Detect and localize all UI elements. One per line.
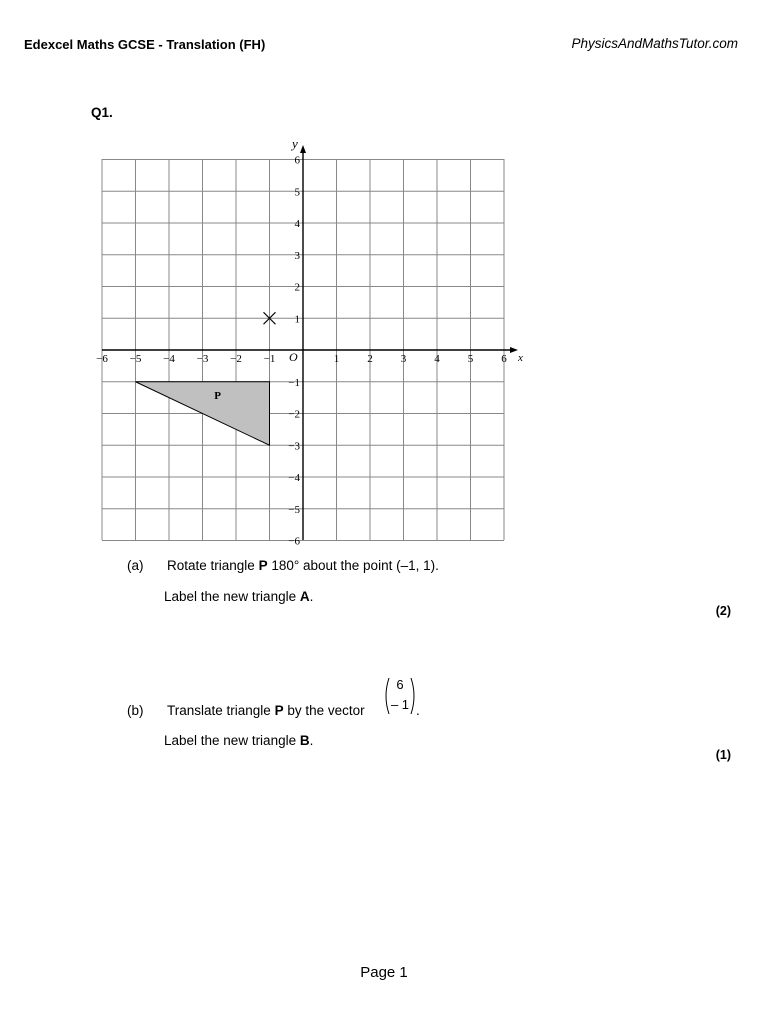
- part-b-label-instruction: Label the new triangle B.: [164, 733, 314, 748]
- x-tick-label: −4: [163, 353, 175, 365]
- y-tick-label: −4: [288, 472, 300, 484]
- x-axis-arrow: [510, 347, 518, 353]
- column-vector: [383, 676, 417, 716]
- y-tick-label: −1: [288, 376, 300, 389]
- page-number: Page 1: [360, 964, 408, 981]
- x-tick-label: 4: [434, 353, 440, 365]
- x-tick-label: 1: [333, 353, 340, 365]
- part-b-period: .: [416, 703, 420, 718]
- x-axis-label: x: [518, 352, 523, 364]
- y-axis-arrow: [300, 145, 306, 153]
- x-tick-label: 5: [467, 353, 474, 365]
- x-tick-label: 2: [367, 353, 373, 365]
- x-tick-label: −1: [263, 353, 276, 365]
- y-tick-label: −3: [288, 440, 300, 453]
- y-tick-label: 2: [294, 281, 300, 294]
- y-tick-label: 4: [294, 218, 300, 230]
- x-tick-label: −5: [129, 353, 142, 365]
- y-tick-label: 6: [294, 154, 300, 167]
- y-tick-label: −2: [288, 408, 300, 421]
- part-a-label-instruction: Label the new triangle A.: [164, 589, 314, 604]
- tick-labels: [96, 155, 507, 548]
- part-a-instruction: Rotate triangle P 180° about the point (–1, 1).: [167, 558, 439, 573]
- triangle-p-label: P: [214, 390, 221, 403]
- grid-shapes: [136, 312, 276, 445]
- y-tick-label: −5: [288, 503, 300, 516]
- x-tick-label: 6: [501, 353, 507, 365]
- y-tick-label: 3: [294, 249, 300, 262]
- part-a-label: (a): [127, 558, 144, 573]
- axes: [102, 136, 523, 540]
- x-tick-label: 3: [400, 353, 407, 365]
- x-tick-label: −6: [96, 353, 108, 365]
- question-number: Q1.: [91, 105, 113, 120]
- y-tick-label: −6: [288, 535, 300, 548]
- x-tick-label: −3: [196, 353, 209, 365]
- y-tick-label: 5: [294, 186, 300, 199]
- part-b-marks: (1): [715, 748, 731, 762]
- document-title: Edexcel Maths GCSE - Translation (FH): [24, 37, 266, 52]
- x-tick-label: −2: [230, 353, 242, 365]
- source-website: PhysicsAndMathsTutor.com: [571, 36, 738, 51]
- part-a-marks: (2): [715, 604, 731, 618]
- vector-top: 6: [396, 677, 404, 692]
- part-b-instruction: Translate triangle P by the vector: [167, 703, 365, 718]
- y-tick-label: 1: [294, 313, 300, 326]
- origin-label: O: [289, 350, 298, 364]
- y-axis-label: y: [292, 136, 298, 151]
- vector-bottom: – 1: [390, 697, 410, 712]
- part-b-label: (b): [127, 703, 144, 718]
